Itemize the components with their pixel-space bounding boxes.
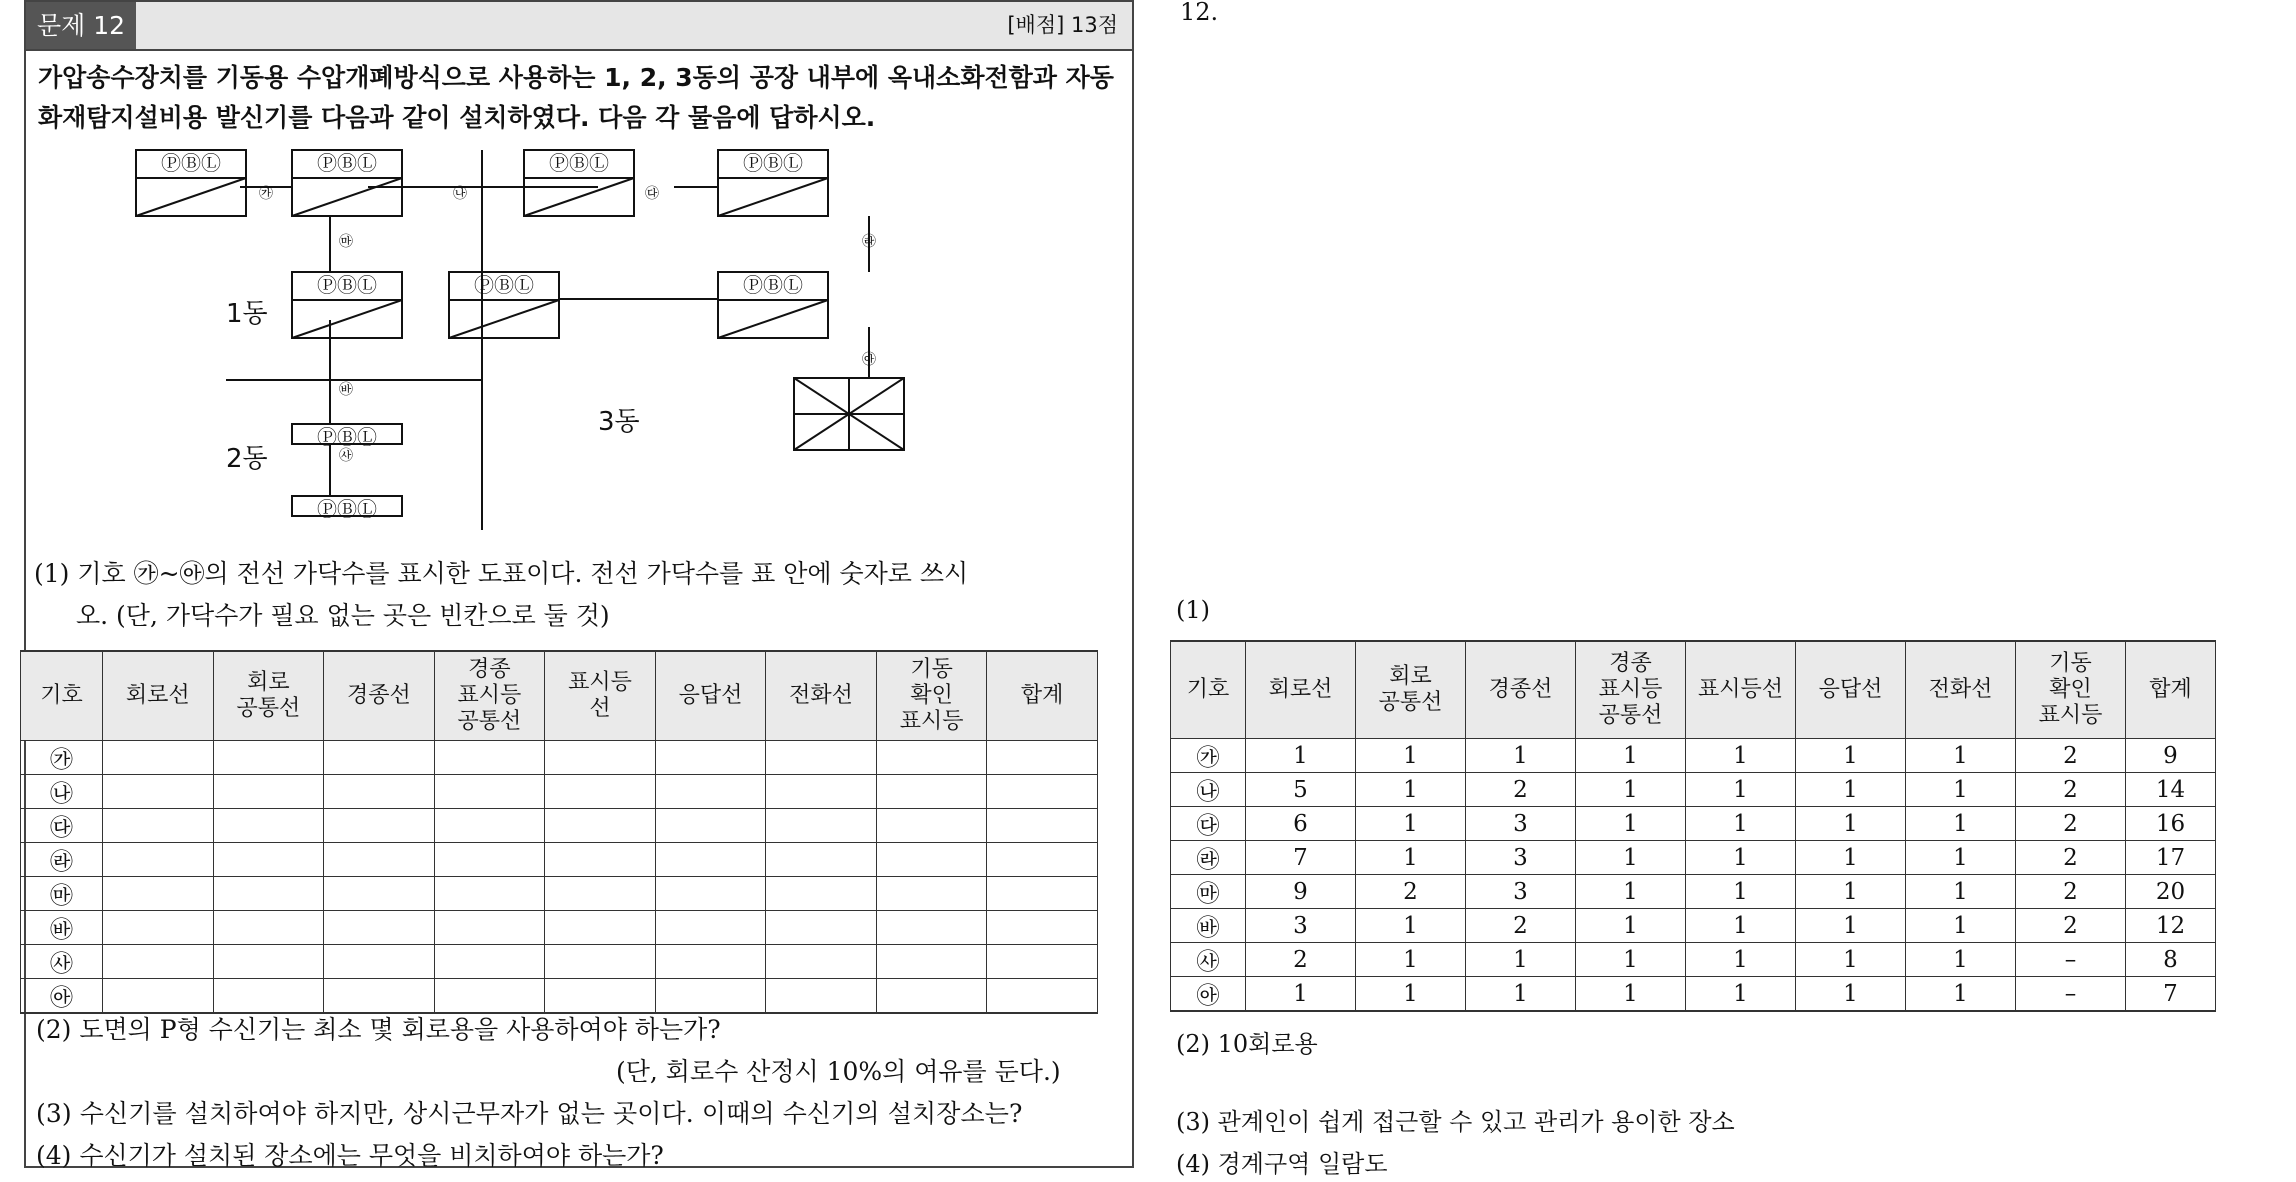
answer-blank-cell[interactable]	[545, 945, 656, 979]
table-cell: 16	[2126, 807, 2216, 841]
question-table	[20, 650, 1098, 1014]
answer-number: 12.	[1180, 0, 1219, 26]
pbl-box	[718, 272, 828, 338]
table-cell: 1	[1466, 943, 1576, 977]
score-label: [배점] 13점	[1007, 13, 1118, 37]
table-cell: 1	[1356, 841, 1466, 875]
row-symbol: ㉳	[21, 911, 103, 945]
row-symbol: ㉮	[1171, 739, 1246, 773]
table-row	[1171, 977, 2216, 1012]
table-row	[21, 741, 1098, 775]
pbl-box-label: ⓅⒷⓁ	[549, 151, 609, 175]
table-cell: 1	[1576, 909, 1686, 943]
pbl-box	[292, 150, 402, 216]
answer-blank-cell[interactable]	[434, 945, 545, 979]
table-row	[21, 911, 1098, 945]
table-cell: 1	[1796, 773, 1906, 807]
table-header-cell: 전화선	[1906, 641, 2016, 739]
pbl-box	[292, 496, 402, 521]
table-cell: 1	[1906, 875, 2016, 909]
pbl-box-label: ⓅⒷⓁ	[474, 273, 534, 297]
answer-blank-cell[interactable]	[434, 809, 545, 843]
answer-blank-cell[interactable]	[103, 843, 214, 877]
answer-blank-cell[interactable]	[655, 809, 766, 843]
table-cell: 1	[1796, 739, 1906, 773]
answer-blank-cell[interactable]	[434, 741, 545, 775]
answer-blank-cell[interactable]	[213, 945, 324, 979]
table-cell: 1	[1906, 977, 2016, 1012]
wire-marker: ㉯	[453, 186, 467, 202]
table-cell: 2	[2016, 739, 2126, 773]
table-cell: 1	[1356, 773, 1466, 807]
table-cell: 1	[1796, 977, 1906, 1012]
answer-blank-cell[interactable]	[766, 809, 877, 843]
answer-blank-cell[interactable]	[545, 911, 656, 945]
table-row	[1171, 739, 2216, 773]
answer-part4: (4) 경계구역 일람도	[1176, 1150, 1388, 1178]
answer-blank-cell[interactable]	[987, 775, 1098, 809]
answer-part1-label: (1)	[1176, 596, 1210, 624]
answer-blank-cell[interactable]	[103, 911, 214, 945]
table-header-cell: 기호	[21, 651, 103, 741]
table-cell: 2	[1466, 773, 1576, 807]
answer-blank-cell[interactable]	[655, 979, 766, 1014]
answer-blank-cell[interactable]	[987, 877, 1098, 911]
answer-blank-cell[interactable]	[324, 979, 435, 1014]
answer-blank-cell[interactable]	[103, 741, 214, 775]
table-header-cell: 경종 표시등 공통선	[1576, 641, 1686, 739]
table-cell: 1	[1686, 773, 1796, 807]
table-cell: 2	[1246, 943, 1356, 977]
table-cell: 1	[1906, 841, 2016, 875]
answer-blank-cell[interactable]	[987, 945, 1098, 979]
answer-blank-cell[interactable]	[876, 911, 987, 945]
table-cell: 6	[1246, 807, 1356, 841]
table-header-cell: 회로 공통선	[213, 651, 324, 741]
pbl-box	[136, 150, 246, 216]
building-label-2: 2동	[226, 444, 268, 474]
wire-marker: ㉱	[862, 234, 876, 250]
answer-blank-cell[interactable]	[655, 945, 766, 979]
table-cell: 1	[1686, 943, 1796, 977]
answer-blank-cell[interactable]	[987, 843, 1098, 877]
table-cell: 1	[1356, 909, 1466, 943]
table-cell: 2	[2016, 875, 2126, 909]
table-cell: 1	[1686, 909, 1796, 943]
table-cell: 1	[1576, 875, 1686, 909]
answer-blank-cell[interactable]	[766, 843, 877, 877]
table-cell: 2	[1466, 909, 1576, 943]
answer-blank-cell[interactable]	[766, 741, 877, 775]
row-symbol: ㉯	[21, 775, 103, 809]
answer-blank-cell[interactable]	[876, 979, 987, 1014]
table-cell: 1	[1356, 977, 1466, 1012]
table-cell: 1	[1466, 739, 1576, 773]
table-header-cell: 표시등 선	[545, 651, 656, 741]
answer-blank-cell[interactable]	[987, 809, 1098, 843]
pbl-box-label: ⓅⒷⓁ	[317, 425, 377, 449]
pbl-box-label: ⓅⒷⓁ	[161, 151, 221, 175]
answer-blank-cell[interactable]	[213, 809, 324, 843]
q2-text-line1: (2) 도면의 P형 수신기는 최소 몇 회로용을 사용하여야 하는가?	[36, 1015, 721, 1044]
table-cell: 9	[1246, 875, 1356, 909]
table-cell: 1	[1246, 739, 1356, 773]
table-cell: 14	[2126, 773, 2216, 807]
pbl-box-label: ⓅⒷⓁ	[317, 497, 377, 521]
answer-blank-cell[interactable]	[103, 979, 214, 1014]
answer-blank-cell[interactable]	[103, 945, 214, 979]
table-cell: 1	[1796, 909, 1906, 943]
table-cell: 5	[1246, 773, 1356, 807]
pbl-box-label: ⓅⒷⓁ	[317, 151, 377, 175]
table-cell: 1	[1246, 977, 1356, 1012]
table-row	[1171, 943, 2216, 977]
answer-blank-cell[interactable]	[213, 775, 324, 809]
pbl-box	[718, 150, 828, 216]
row-symbol: ㉱	[21, 843, 103, 877]
row-symbol: ㉮	[21, 741, 103, 775]
table-row	[21, 945, 1098, 979]
answer-blank-cell[interactable]	[987, 741, 1098, 775]
table-cell: 1	[1576, 943, 1686, 977]
table-header-cell: 기동 확인 표시등	[2016, 641, 2126, 739]
answer-blank-cell[interactable]	[213, 877, 324, 911]
answer-blank-cell[interactable]	[324, 877, 435, 911]
table-cell: 1	[1576, 977, 1686, 1012]
table-cell: 1	[1796, 875, 1906, 909]
pbl-box	[524, 150, 634, 216]
answer-blank-cell[interactable]	[434, 877, 545, 911]
table-cell: 2	[1356, 875, 1466, 909]
table-cell: 3	[1466, 841, 1576, 875]
table-header-cell: 경종 표시등 공통선	[434, 651, 545, 741]
building-label-1: 1동	[226, 299, 268, 329]
answer-blank-cell[interactable]	[876, 809, 987, 843]
table-header-cell: 회로선	[1246, 641, 1356, 739]
row-symbol: ㉰	[1171, 807, 1246, 841]
row-symbol: ㉳	[1171, 909, 1246, 943]
answer-blank-cell[interactable]	[766, 877, 877, 911]
answer-blank-cell[interactable]	[103, 877, 214, 911]
answer-blank-cell[interactable]	[766, 979, 877, 1014]
answer-blank-cell[interactable]	[324, 945, 435, 979]
answer-blank-cell[interactable]	[434, 979, 545, 1014]
table-row	[1171, 875, 2216, 909]
table-header-cell: 기호	[1171, 641, 1246, 739]
row-symbol: ㉰	[21, 809, 103, 843]
table-cell: 1	[1686, 807, 1796, 841]
building-label-3: 3동	[598, 407, 640, 437]
row-symbol: ㉴	[21, 945, 103, 979]
answer-blank-cell[interactable]	[324, 809, 435, 843]
answer-blank-cell[interactable]	[324, 843, 435, 877]
table-cell: –	[2016, 943, 2126, 977]
table-cell: 1	[1686, 977, 1796, 1012]
row-symbol: ㉲	[21, 877, 103, 911]
answer-blank-cell[interactable]	[545, 843, 656, 877]
table-cell: 1	[1796, 943, 1906, 977]
table-cell: 7	[1246, 841, 1356, 875]
q1-text-line1: (1) 기호 ㉮~㉵의 전선 가닥수를 표시한 도표이다. 전선 가닥수를 표 안에 숫자로 쓰시	[34, 559, 969, 588]
table-cell: 1	[1356, 739, 1466, 773]
answer-blank-cell[interactable]	[876, 877, 987, 911]
answer-blank-cell[interactable]	[545, 775, 656, 809]
table-header-cell: 전화선	[766, 651, 877, 741]
table-header-cell: 합계	[987, 651, 1098, 741]
answer-blank-cell[interactable]	[324, 741, 435, 775]
table-cell: 9	[2126, 739, 2216, 773]
table-row	[1171, 773, 2216, 807]
table-row	[21, 979, 1098, 1014]
answer-blank-cell[interactable]	[876, 945, 987, 979]
table-header-cell: 표시등선	[1686, 641, 1796, 739]
row-symbol: ㉱	[1171, 841, 1246, 875]
table-cell: 2	[2016, 909, 2126, 943]
table-cell: 3	[1466, 807, 1576, 841]
question-number-label: 문제 12	[26, 2, 136, 49]
question-header	[26, 2, 1132, 51]
wire-marker: ㉳	[339, 382, 353, 398]
answer-blank-cell[interactable]	[213, 979, 324, 1014]
table-cell: 1	[1466, 977, 1576, 1012]
q4-text: (4) 수신기가 설치된 장소에는 무엇을 비치하여야 하는가?	[36, 1141, 664, 1170]
table-cell: 1	[1686, 841, 1796, 875]
wire-marker: ㉵	[862, 352, 876, 368]
answer-blank-cell[interactable]	[434, 775, 545, 809]
table-cell: 1	[1686, 739, 1796, 773]
table-cell: 1	[1576, 807, 1686, 841]
wire-marker: ㉰	[645, 186, 659, 202]
table-cell: 1	[1796, 841, 1906, 875]
row-symbol: ㉲	[1171, 875, 1246, 909]
answer-table	[1170, 640, 2216, 1012]
pbl-box-label: ⓅⒷⓁ	[743, 151, 803, 175]
row-symbol: ㉵	[21, 979, 103, 1014]
table-cell: 1	[1356, 807, 1466, 841]
answer-blank-cell[interactable]	[434, 911, 545, 945]
table-row	[21, 877, 1098, 911]
answer-blank-cell[interactable]	[766, 911, 877, 945]
answer-blank-cell[interactable]	[655, 775, 766, 809]
pbl-box-label: ⓅⒷⓁ	[317, 273, 377, 297]
table-cell: 1	[1576, 841, 1686, 875]
table-cell: 7	[2126, 977, 2216, 1012]
answer-blank-cell[interactable]	[213, 843, 324, 877]
table-cell: 1	[1906, 943, 2016, 977]
answer-blank-cell[interactable]	[655, 911, 766, 945]
table-header-cell: 응답선	[655, 651, 766, 741]
answer-blank-cell[interactable]	[987, 911, 1098, 945]
wire-marker: ㉲	[339, 234, 353, 250]
answer-part3: (3) 관계인이 쉽게 접근할 수 있고 관리가 용이한 장소	[1176, 1108, 1735, 1136]
table-cell: 1	[1686, 875, 1796, 909]
table-cell: 1	[1576, 773, 1686, 807]
table-cell: 1	[1906, 807, 2016, 841]
table-row	[1171, 807, 2216, 841]
q1-text-line2: 오. (단, 가닥수가 필요 없는 곳은 빈칸으로 둘 것)	[76, 601, 610, 630]
table-header-cell: 기동 확인 표시등	[876, 651, 987, 741]
answer-blank-cell[interactable]	[876, 775, 987, 809]
answer-part2: (2) 10회로용	[1176, 1030, 1318, 1058]
row-symbol: ㉵	[1171, 977, 1246, 1012]
answer-blank-cell[interactable]	[766, 775, 877, 809]
wire-marker: ㉴	[339, 448, 353, 464]
answer-blank-cell[interactable]	[324, 911, 435, 945]
table-row	[21, 843, 1098, 877]
table-cell: –	[2016, 977, 2126, 1012]
table-cell: 1	[1356, 943, 1466, 977]
table-cell: 3	[1246, 909, 1356, 943]
wiring-diagram	[26, 142, 1132, 542]
question-intro: 가압송수장치를 기동용 수압개폐방식으로 사용하는 1, 2, 3동의 공장 내부에 옥내소화전함과 자동화재탐지설비용 발신기를 다음과 같이 설치하였다. 다음 각 물음에 답하시오.	[38, 63, 1114, 132]
pbl-box	[292, 424, 402, 449]
table-cell: 1	[1906, 909, 2016, 943]
table-cell: 1	[1906, 773, 2016, 807]
table-cell: 1	[1796, 807, 1906, 841]
table-cell: 17	[2126, 841, 2216, 875]
pbl-box	[292, 272, 402, 338]
answer-blank-cell[interactable]	[987, 979, 1098, 1014]
answer-blank-cell[interactable]	[876, 741, 987, 775]
table-header-cell: 응답선	[1796, 641, 1906, 739]
table-row	[1171, 909, 2216, 943]
table-cell: 2	[2016, 841, 2126, 875]
answer-blank-cell[interactable]	[876, 843, 987, 877]
pbl-box-label: ⓅⒷⓁ	[743, 273, 803, 297]
answer-blank-cell[interactable]	[766, 945, 877, 979]
row-symbol: ㉴	[1171, 943, 1246, 977]
table-cell: 2	[2016, 807, 2126, 841]
table-cell: 8	[2126, 943, 2216, 977]
answer-blank-cell[interactable]	[213, 911, 324, 945]
table-header-cell: 경종선	[1466, 641, 1576, 739]
answer-blank-cell[interactable]	[655, 877, 766, 911]
table-row	[21, 775, 1098, 809]
table-header-cell: 합계	[2126, 641, 2216, 739]
answer-blank-cell[interactable]	[324, 775, 435, 809]
table-cell: 20	[2126, 875, 2216, 909]
table-cell: 1	[1576, 739, 1686, 773]
answer-blank-cell[interactable]	[655, 843, 766, 877]
answer-blank-cell[interactable]	[103, 809, 214, 843]
answer-blank-cell[interactable]	[545, 877, 656, 911]
row-symbol: ㉯	[1171, 773, 1246, 807]
answer-blank-cell[interactable]	[103, 775, 214, 809]
pbl-box	[449, 272, 559, 338]
table-row	[1171, 841, 2216, 875]
wire-marker: ㉮	[259, 186, 273, 202]
table-header-cell: 경종선	[324, 651, 435, 741]
table-header-cell: 회로 공통선	[1356, 641, 1466, 739]
table-cell: 1	[1906, 739, 2016, 773]
answer-blank-cell[interactable]	[545, 979, 656, 1014]
table-row	[21, 809, 1098, 843]
table-cell: 3	[1466, 875, 1576, 909]
answer-blank-cell[interactable]	[545, 809, 656, 843]
q3-text: (3) 수신기를 설치하여야 하지만, 상시근무자가 없는 곳이다. 이때의 수신기의 설치장소는?	[36, 1099, 1023, 1128]
table-cell: 2	[2016, 773, 2126, 807]
answer-blank-cell[interactable]	[434, 843, 545, 877]
answer-blank-cell[interactable]	[213, 741, 324, 775]
q2-text-line2: (단, 회로수 산정시 10%의 여유를 둔다.)	[616, 1057, 1061, 1086]
answer-blank-cell[interactable]	[655, 741, 766, 775]
answer-blank-cell[interactable]	[545, 741, 656, 775]
table-cell: 12	[2126, 909, 2216, 943]
table-header-cell: 회로선	[103, 651, 214, 741]
